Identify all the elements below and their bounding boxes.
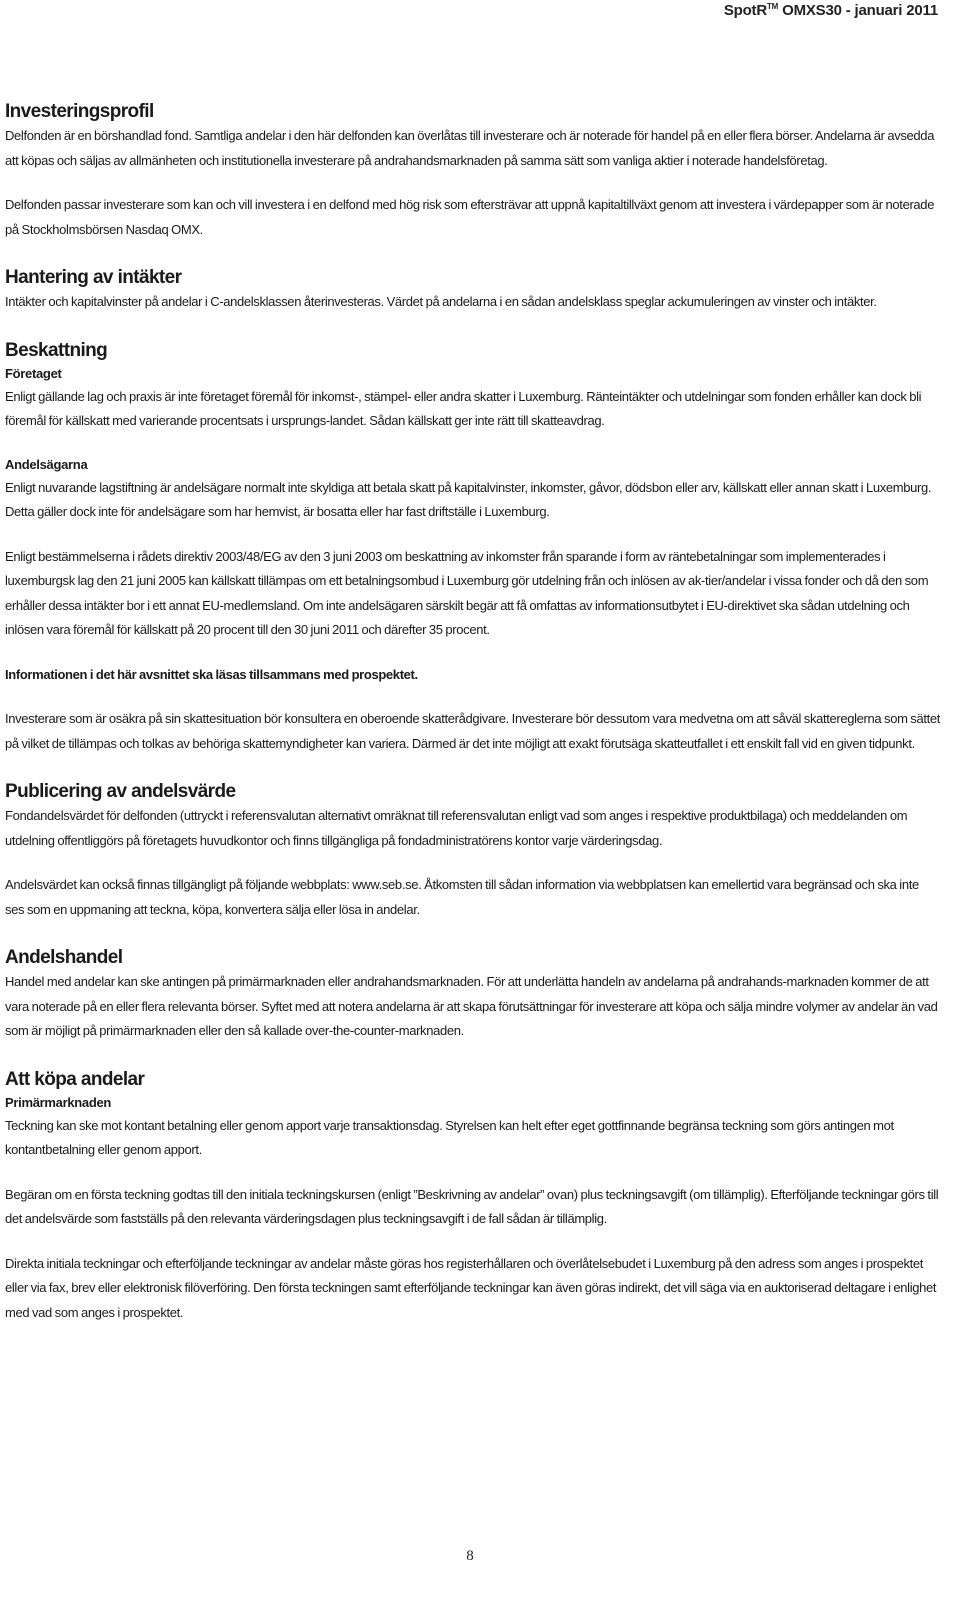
- paragraph: Delfonden är en börshandlad fond. Samtliga andelar i den här delfonden kan överlåtas till investerare och är noterade för handel på en eller flera börser. Andelarna är avsedda att köpas och säljas av allmänheten och institutionella investerare på andrahandsmarknaden på samma sätt som vanliga aktier i noterade handelsföretag.: [5, 128, 935, 168]
- page-header: [724, 2, 938, 19]
- subheading-primarmarknaden: Primärmarknaden: [5, 1094, 112, 1110]
- page-number: 8: [466, 1548, 474, 1564]
- subheading-foretaget: Företaget: [5, 365, 62, 381]
- paragraph: Investerare som är osäkra på sin skattesituation bör konsultera en oberoende skatterådgivare. Investerare bör dessutom vara medvetna om att såväl skattereglerna som sättet på vilket de tillämpas och tolkas av behöriga skattemyndigheter kan variera. Därmed är det inte möjligt att exakt förutsäga skatteutfallet i ett enskilt fall vid en given tidpunkt.: [5, 711, 941, 751]
- trademark-sup: TM: [766, 2, 779, 11]
- heading-andelshandel: Andelshandel: [5, 947, 123, 968]
- heading-investeringsprofil: Investeringsprofil: [5, 101, 154, 122]
- paragraph: Fondandelsvärdet för delfonden (uttryckt i referensvalutan alternativt omräknat till referensvalutan enligt vad som anges i respektive produktbilaga) och meddelanden om utdelning offentliggörs på företagets huvudkontor och finns tillgängliga på fondadministratörens kontor varje värderingsdag.: [5, 808, 908, 848]
- paragraph: Andelsvärdet kan också finnas tillgängligt på följande webbplats: www.seb.se. Åtkomsten till sådan information via webbplatsen kan emellertid vara begränsad och ska inte ses som en uppmaning att teckna, köpa, konvertera sälja eller lösa in andelar.: [5, 877, 919, 917]
- paragraph: Handel med andelar kan ske antingen på primärmarknaden eller andrahandsmarknaden. För att underlätta handeln av andelarna på andrahands-marknaden kommer de att vara noterade på en eller flera relevanta börser. Syftet med att notera andelarna är att skapa förutsättningar för investerare att köpa och sälja mindre volymer av andelar än vad som är möjligt på primärmarknaden eller den så kallade over-the-counter-marknaden.: [5, 974, 938, 1038]
- heading-beskattning: Beskattning: [5, 339, 108, 361]
- subheading-andelsagarna: Andelsägarna: [5, 456, 88, 472]
- paragraph: Begäran om en första teckning godtas till den initiala teckningskursen (enligt ”Beskrivning av andelar” ovan) plus teckningsavgift (om tillämplig). Efterföljande teckningar görs till det andelsvärde som fastställs på den relevanta värderingsdagen plus teckningsavgift i de fall sådan är tillämplig.: [5, 1186, 939, 1226]
- paragraph-emphasis: Informationen i det här avsnittet ska läsas tillsammans med prospektet.: [5, 666, 418, 682]
- paragraph: Enligt gällande lag och praxis är inte företaget föremål för inkomst-, stämpel- eller andra skatter i Luxemburg. Ränteintäkter och utdelningar som fonden erhåller kan dock bli föremål för källskatt med varierande procentsats i ursprungs-landet. Sådan källskatt ger inte rätt till skatteavdrag.: [5, 388, 922, 428]
- paragraph: Direkta initiala teckningar och efterföljande teckningar av andelar måste göras hos registerhållaren och överlåtelsebudet i Luxemburg på den adress som anges i prospektet eller via fax, brev eller elektronisk filöverföring. Den första teckningen samt efterföljande teckningar kan även göras indirekt, det vill säga via en auktoriserad deltagare i enlighet med vad som anges i prospektet.: [5, 1255, 937, 1320]
- paragraph: Intäkter och kapitalvinster på andelar i C-andelsklassen återinvesteras. Värdet på andelarna i en sådan andelsklass speglar ackumuleringen av vinster och intäkter.: [5, 294, 877, 309]
- header-title-prefix: SpotR: [723, 2, 767, 19]
- paragraph: Enligt bestämmelserna i rådets direktiv 2003/48/EG av den 3 juni 2003 om beskattning av inkomster från sparande i form av räntebetalningar som implementerades i luxemburgsk lag den 21 juni 2005 kan källskatt tillämpas om ett betalningsombud i Luxemburg gör utdelning från och inlösen av ak-tier/andelar i vissa fonder och då den som erhåller dessa intäkter bor i ett annat EU-medlemsland. Om inte andelsägaren särskilt begär att få omfattas av informationsutbytet i EU-direktivet ska sådan utdelning och inlösen vara föremål för källskatt på 20 procent till den 30 juni 2011 och därefter 35 procent.: [5, 548, 929, 637]
- paragraph: Delfonden passar investerare som kan och vill investera i en delfond med hög risk som eftersträvar att uppnå kapitaltillväxt genom att investera i värdepapper som är noterade på Stockholmsbörsen Nasdaq OMX.: [5, 197, 935, 237]
- document-body: [5, 100, 940, 1325]
- heading-hantering-av-intakter: Hantering av intäkter: [5, 267, 182, 288]
- paragraph: Teckning kan ske mot kontant betalning eller genom apport varje transaktionsdag. Styrelsen kan helt efter eget gottfinnande begränsa teckning som görs antingen mot kontantbetalning eller genom apport.: [5, 1117, 894, 1157]
- header-title-suffix: OMXS30 - januari 2011: [778, 2, 938, 19]
- heading-att-kopa-andelar: Att köpa andelar: [5, 1068, 145, 1090]
- heading-publicering: Publicering av andelsvärde: [5, 781, 236, 802]
- paragraph: Enligt nuvarande lagstiftning är andelsägare normalt inte skyldiga att betala skatt på kapitalvinster, inkomster, gåvor, dödsbon eller arv, källskatt eller annan skatt i Luxemburg. Detta gäller dock inte för andelsägare som har hemvist, är bosatta eller har fast driftställe i Luxemburg.: [5, 479, 932, 519]
